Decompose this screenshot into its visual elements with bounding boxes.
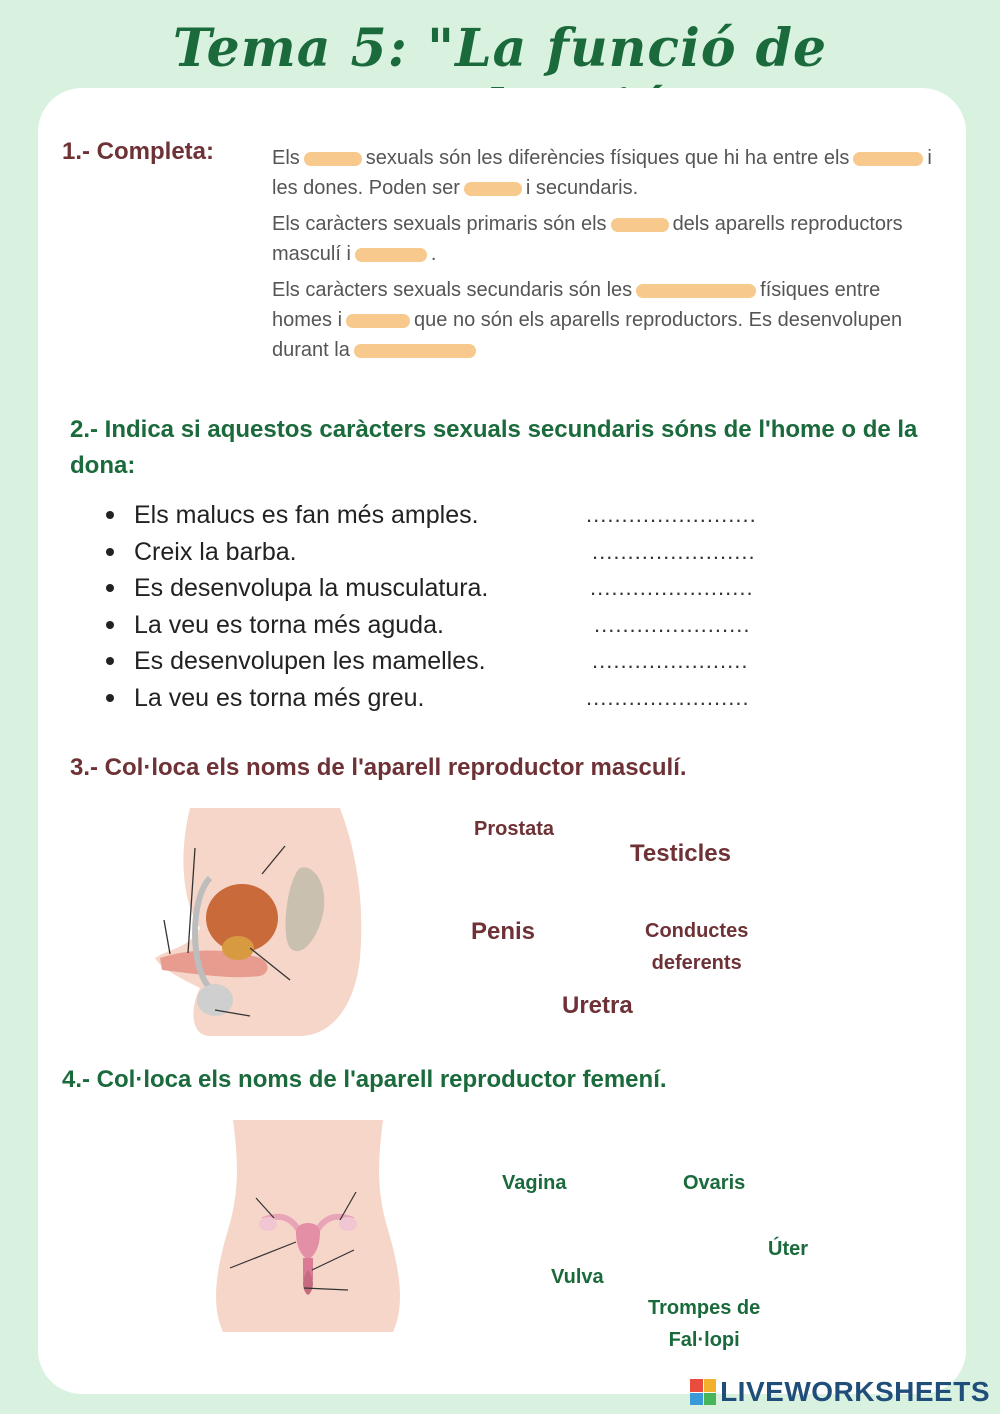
prostate-shape (222, 936, 254, 960)
blank-input[interactable] (636, 284, 756, 298)
label-testicles[interactable]: Testicles (630, 840, 731, 867)
label-penis[interactable]: Penis (471, 918, 536, 945)
label-uter[interactable]: Úter (768, 1238, 809, 1260)
list-item: Creix la barba. ....................... (104, 534, 804, 571)
label-conductes-deferents[interactable]: Conductes deferents (645, 920, 749, 974)
list-item: Es desenvolupa la musculatura. ....................... (104, 570, 804, 607)
blank-input[interactable] (304, 152, 362, 166)
list-item: Els malucs es fan més amples. ........................ (104, 497, 804, 534)
exercise-1-paragraph-1: Els sexuals són les diferències físiques que hi ha entre els i les dones. Poden ser i secundaris. (272, 147, 932, 199)
female-reproductive-diagram (208, 1120, 408, 1332)
ovary-shape (259, 1217, 277, 1231)
list-item: La veu es torna més aguda. ...................... (104, 607, 804, 644)
logo-badge-icon (690, 1379, 716, 1405)
list-item: La veu es torna més greu. ....................... (104, 680, 804, 717)
liveworksheets-logo: LIVEWORKSHEETS (690, 1376, 990, 1408)
answer-blank[interactable]: ...................... (592, 648, 749, 673)
label-trompes-de-fallopi[interactable]: Trompes de Fal·lopi (648, 1297, 761, 1351)
blank-input[interactable] (611, 218, 669, 232)
answer-blank[interactable]: ....................... (590, 575, 754, 600)
blank-input[interactable] (355, 248, 427, 262)
exercise-1-paragraph-3: Els caràcters sexuals secundaris són les físiques entre homes i que no són els aparells reproductors. Es desenvolupen durant la (272, 279, 903, 361)
blank-input[interactable] (464, 182, 522, 196)
male-reproductive-diagram (150, 808, 390, 1036)
answer-blank[interactable]: ...................... (594, 611, 751, 637)
exercise-2-title: 2.- Indica si aquestos caràcters sexuals secundaris sóns de l'home o de la dona: (70, 416, 918, 479)
exercise-4-title: 4.- Col·loca els noms de l'aparell reproductor femení. (62, 1066, 667, 1093)
blank-input[interactable] (853, 152, 923, 166)
answer-blank[interactable]: ........................ (586, 502, 757, 527)
blank-input[interactable] (346, 314, 410, 328)
answer-blank[interactable]: ....................... (592, 538, 756, 564)
exercise-3-title: 3.- Col·loca els noms de l'aparell reproductor masculí. (70, 754, 687, 781)
label-uretra[interactable]: Uretra (562, 992, 633, 1019)
list-item: Es desenvolupen les mamelles. ...................... (104, 643, 804, 680)
label-vulva[interactable]: Vulva (551, 1266, 604, 1288)
exercise-1-title: 1.- Completa: (62, 138, 215, 165)
exercise-1-paragraph-2: Els caràcters sexuals primaris són els dels aparells reproductors masculí i . (272, 213, 903, 265)
answer-blank[interactable]: ....................... (586, 684, 750, 710)
label-prostata[interactable]: Prostata (474, 818, 555, 840)
page-title: Tema 5: "La funció de (172, 18, 828, 79)
label-ovaris[interactable]: Ovaris (683, 1172, 746, 1194)
label-vagina[interactable]: Vagina (502, 1172, 567, 1194)
exercise-1-text (272, 143, 932, 371)
testicle-shape (197, 984, 233, 1016)
ovary-shape (339, 1217, 357, 1231)
exercise-2-list (104, 497, 804, 716)
blank-input[interactable] (354, 344, 476, 358)
